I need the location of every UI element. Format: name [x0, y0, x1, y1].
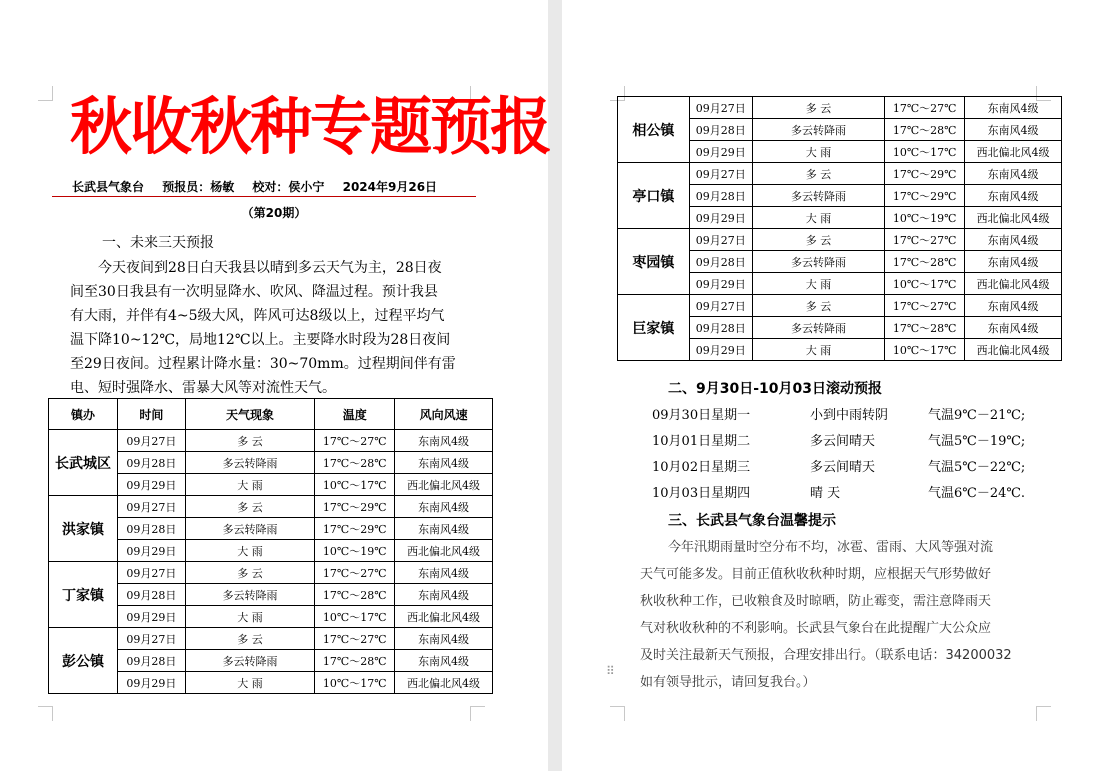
forecast-weather: 多云间晴天: [810, 460, 876, 475]
town-name-cell: 亭口镇: [618, 163, 690, 229]
crop-mark: [470, 706, 485, 721]
paragraph-line: 气对秋收秋种的不利影响。长武县气象台在此提醒广大公众应: [640, 621, 992, 636]
wind-cell: 西北偏北风4级: [395, 540, 493, 562]
table-header: 风向风速: [395, 399, 493, 430]
meta-org: 长武县气象台: [72, 180, 145, 194]
wind-cell: 西北偏北风4级: [965, 141, 1062, 163]
table-row: [618, 163, 1062, 185]
temp-cell: 17℃～28℃: [885, 251, 965, 273]
crop-mark: [1036, 706, 1051, 721]
document-meta: [72, 178, 451, 195]
forecast-temp: 气温5℃－22℃;: [928, 460, 1026, 475]
weather-cell: 多云转降雨: [752, 185, 885, 207]
paragraph-line: 如有领导批示，请回复我台。）: [640, 675, 816, 690]
date-cell: 09月27日: [117, 496, 185, 518]
temp-cell: 17℃～27℃: [885, 229, 965, 251]
date-cell: 09月29日: [689, 339, 752, 361]
paragraph-line: 秋收秋种工作，已收粮食及时晾晒，防止霉变，需注意降雨天: [640, 594, 992, 609]
date-cell: 09月27日: [117, 562, 185, 584]
temp-cell: 17℃～29℃: [315, 518, 395, 540]
weather-cell: 多云转降雨: [752, 251, 885, 273]
forecast-date: 10月01日星期二: [652, 434, 751, 449]
paragraph-line: 至29日夜间。过程累计降水量：30~70mm。过程期间伴有雷: [70, 356, 456, 372]
wind-cell: 西北偏北风4级: [965, 207, 1062, 229]
wind-cell: 东南风4级: [395, 496, 493, 518]
town-name-cell: 巨家镇: [618, 295, 690, 361]
paragraph-line: 间至30日我县有一次明显降水、吹风、降温过程。预计我县: [70, 284, 438, 300]
wind-cell: 西北偏北风4级: [395, 606, 493, 628]
table-header: 镇办: [49, 399, 118, 430]
date-cell: 09月28日: [117, 584, 185, 606]
town-name-cell: 洪家镇: [49, 496, 118, 562]
weather-cell: 大 雨: [752, 207, 885, 229]
weather-cell: 多 云: [185, 430, 314, 452]
wind-cell: 西北偏北风4级: [395, 474, 493, 496]
table-row: [49, 562, 493, 584]
forecast-weather: 晴 天: [810, 486, 841, 501]
wind-cell: 东南风4级: [395, 562, 493, 584]
weather-cell: 多 云: [185, 496, 314, 518]
weather-cell: 多云转降雨: [752, 119, 885, 141]
weather-cell: 多云转降雨: [185, 518, 314, 540]
temp-cell: 17℃～27℃: [315, 628, 395, 650]
section3-paragraph: [640, 534, 1040, 696]
wind-cell: 东南风4级: [965, 185, 1062, 207]
table-body-left: [49, 430, 493, 694]
date-cell: 09月29日: [689, 141, 752, 163]
table-row: [618, 97, 1062, 119]
table-header: 时间: [117, 399, 185, 430]
weather-cell: 大 雨: [185, 540, 314, 562]
forecast-date: 10月02日星期三: [652, 460, 751, 475]
paragraph-line: 及时关注最新天气预报，合理安排出行。（联系电话：34200032: [640, 648, 1012, 663]
temp-cell: 17℃～29℃: [315, 496, 395, 518]
date-cell: 09月27日: [689, 163, 752, 185]
wind-cell: 东南风4级: [395, 628, 493, 650]
temp-cell: 17℃～29℃: [885, 185, 965, 207]
date-cell: 09月29日: [689, 207, 752, 229]
wind-cell: 东南风4级: [965, 163, 1062, 185]
wind-cell: 西北偏北风4级: [965, 339, 1062, 361]
date-cell: 09月28日: [689, 251, 752, 273]
temp-cell: 17℃～28℃: [315, 650, 395, 672]
date-cell: 09月29日: [117, 540, 185, 562]
temp-cell: 17℃～27℃: [315, 562, 395, 584]
temp-cell: 10℃～17℃: [315, 474, 395, 496]
wind-cell: 西北偏北风4级: [395, 672, 493, 694]
date-cell: 09月27日: [689, 229, 752, 251]
meta-date: 2024年9月26日: [342, 180, 438, 194]
temp-cell: 17℃～28℃: [315, 584, 395, 606]
weather-cell: 大 雨: [752, 339, 885, 361]
temp-cell: 10℃～17℃: [315, 672, 395, 694]
paragraph-line: 今天夜间到28日白天我县以晴到多云天气为主，28日夜: [98, 260, 442, 276]
date-cell: 09月29日: [117, 672, 185, 694]
date-cell: 09月28日: [689, 119, 752, 141]
wind-cell: 东南风4级: [395, 518, 493, 540]
weather-cell: 多云转降雨: [752, 317, 885, 339]
document-title: 秋收秋种专题预报: [70, 90, 551, 163]
temp-cell: 17℃～28℃: [885, 317, 965, 339]
date-cell: 09月27日: [117, 430, 185, 452]
date-cell: 09月27日: [689, 97, 752, 119]
date-cell: 09月29日: [117, 606, 185, 628]
wind-cell: 东南风4级: [395, 430, 493, 452]
weather-cell: 多 云: [752, 295, 885, 317]
temp-cell: 10℃～17℃: [885, 339, 965, 361]
table-header: 天气现象: [185, 399, 314, 430]
table-body-right: [618, 97, 1062, 361]
forecast-temp: 气温6℃－24℃.: [928, 486, 1026, 501]
weather-cell: 大 雨: [185, 606, 314, 628]
town-name-cell: 枣园镇: [618, 229, 690, 295]
drag-handle-icon[interactable]: ⠿: [606, 664, 615, 678]
wind-cell: 东南风4级: [965, 119, 1062, 141]
paragraph-line: 今年汛期雨量时空分布不均，冰雹、雷雨、大风等强对流: [668, 540, 994, 555]
weather-cell: 多 云: [752, 163, 885, 185]
town-name-cell: 丁家镇: [49, 562, 118, 628]
paragraph-line: 天气可能多发。目前正值秋收秋种时期，应根据天气形势做好: [640, 567, 992, 582]
wind-cell: 东南风4级: [965, 251, 1062, 273]
page-left: [0, 0, 551, 771]
date-cell: 09月28日: [117, 452, 185, 474]
date-cell: 09月27日: [689, 295, 752, 317]
date-cell: 09月29日: [689, 273, 752, 295]
temp-cell: 17℃～29℃: [885, 163, 965, 185]
forecast-temp: 气温9℃－21℃;: [928, 408, 1026, 423]
table-row: [49, 496, 493, 518]
section3-heading: 三、长武县气象台温馨提示: [668, 513, 836, 529]
date-cell: 09月28日: [689, 185, 752, 207]
meta-proofreader: 校对：侯小宁: [252, 180, 325, 194]
wind-cell: 西北偏北风4级: [965, 273, 1062, 295]
wind-cell: 东南风4级: [965, 229, 1062, 251]
temp-cell: 10℃～19℃: [885, 207, 965, 229]
temp-cell: 17℃～27℃: [885, 295, 965, 317]
table-row: [618, 295, 1062, 317]
paragraph-line: 有大雨，并伴有4~5级大风，阵风可达8级以上，过程平均气: [70, 308, 445, 324]
weather-cell: 多 云: [185, 562, 314, 584]
weather-cell: 大 雨: [185, 672, 314, 694]
paragraph-line: 温下降10~12℃，局地12℃以上。主要降水时段为28日夜间: [70, 332, 451, 348]
section1-paragraph: [70, 256, 470, 400]
meta-forecaster: 预报员：杨敏: [162, 180, 235, 194]
paragraph-line: 电、短时强降水、雷暴大风等对流性天气。: [70, 380, 336, 396]
wind-cell: 东南风4级: [395, 452, 493, 474]
forecast-temp: 气温5℃－19℃;: [928, 434, 1026, 449]
forecast-table: [48, 398, 493, 694]
forecast-date: 10月03日星期四: [652, 486, 751, 501]
table-header-row: [49, 399, 493, 430]
forecast-weather: 小到中雨转阴: [810, 408, 889, 423]
wind-cell: 东南风4级: [965, 317, 1062, 339]
forecast-table-continued: [617, 96, 1062, 361]
wind-cell: 东南风4级: [395, 584, 493, 606]
date-cell: 09月28日: [117, 518, 185, 540]
table-row: [49, 430, 493, 452]
wind-cell: 东南风4级: [395, 650, 493, 672]
weather-cell: 多 云: [185, 628, 314, 650]
weather-cell: 大 雨: [752, 273, 885, 295]
temp-cell: 10℃～17℃: [885, 141, 965, 163]
temp-cell: 17℃～28℃: [885, 119, 965, 141]
temp-cell: 17℃～27℃: [885, 97, 965, 119]
temp-cell: 10℃～19℃: [315, 540, 395, 562]
weather-cell: 多 云: [752, 97, 885, 119]
crop-mark: [38, 86, 53, 101]
town-name-cell: 长武城区: [49, 430, 118, 496]
temp-cell: 10℃～17℃: [315, 606, 395, 628]
section1-heading: 一、未来三天预报: [102, 235, 214, 251]
date-cell: 09月27日: [117, 628, 185, 650]
wind-cell: 东南风4级: [965, 97, 1062, 119]
town-name-cell: 彭公镇: [49, 628, 118, 694]
date-cell: 09月29日: [117, 474, 185, 496]
date-cell: 09月28日: [117, 650, 185, 672]
weather-cell: 大 雨: [752, 141, 885, 163]
temp-cell: 17℃～27℃: [315, 430, 395, 452]
table-row: [49, 628, 493, 650]
crop-mark: [610, 706, 625, 721]
temp-cell: 10℃～17℃: [885, 273, 965, 295]
weather-cell: 多云转降雨: [185, 650, 314, 672]
town-name-cell: 相公镇: [618, 97, 690, 163]
table-header: 温度: [315, 399, 395, 430]
header-rule: [52, 196, 476, 197]
wind-cell: 东南风4级: [965, 295, 1062, 317]
weather-cell: 多云转降雨: [185, 452, 314, 474]
issue-number: （第20期）: [241, 206, 307, 220]
crop-mark: [38, 706, 53, 721]
weather-cell: 大 雨: [185, 474, 314, 496]
temp-cell: 17℃～28℃: [315, 452, 395, 474]
date-cell: 09月28日: [689, 317, 752, 339]
table-row: [618, 229, 1062, 251]
weather-cell: 多 云: [752, 229, 885, 251]
section2-heading: 二、9月30日-10月03日滚动预报: [668, 381, 882, 397]
weather-cell: 多云转降雨: [185, 584, 314, 606]
forecast-date: 09月30日星期一: [652, 408, 751, 423]
forecast-weather: 多云间晴天: [810, 434, 876, 449]
